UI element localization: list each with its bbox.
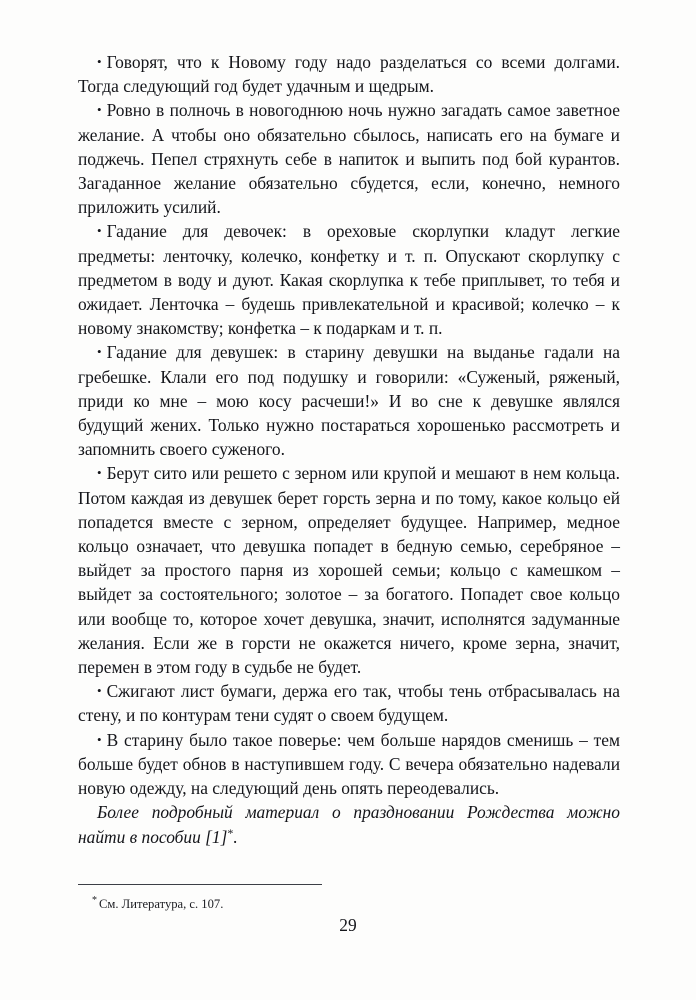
paragraph-text: Ровно в полночь в новогоднюю ночь нужно загадать самое заветное желание. А чтобы оно обязательно сбылось, написать его на бумаге и поджечь. Пепел стряхнуть себе в напиток и выпить под бой курантов. Загаданное желание обязательно сбудется, если, конечно, немного приложить усилий. bbox=[78, 100, 620, 218]
paragraph-text: Сжигают лист бумаги, держа его так, чтобы тень отбрасывалась на стену, и по контурам тени судят о своем будущем. bbox=[78, 681, 620, 726]
closing-paragraph-trailing: . bbox=[233, 826, 238, 847]
bullet-icon: • bbox=[97, 54, 102, 69]
footnote-marker: * bbox=[92, 895, 97, 906]
page-text-block bbox=[78, 50, 620, 849]
bullet-paragraph bbox=[78, 98, 620, 219]
bullet-icon: • bbox=[97, 102, 102, 118]
bullet-paragraph bbox=[78, 728, 620, 801]
footnote-reference-marker[interactable]: * bbox=[227, 825, 234, 840]
paragraph-text: Гадание для девочек: в ореховые скорлупки кладут легкие предметы: ленточку, колечко, конфетку и т. п. Опускают скорлупку с предметом в воду и дуют. Какая скорлупка к тебе приплывет, то тебя и ожидает. Ленточка – будешь привлекательной и красивой; колечко – к новому знакомству; конфетка – к подаркам и т. п. bbox=[78, 221, 620, 339]
footnote bbox=[78, 896, 528, 913]
bullet-icon: • bbox=[97, 731, 102, 747]
bullet-paragraph bbox=[78, 50, 620, 98]
paragraph-text: Гадание для девушек: в старину девушки на выданье гадали на гребешке. Клали его под подушку и говорили: «Суженый, ряженый, приди ко мне – мою косу расчеши!» И во сне к девушке являлся будущий жених. Только нужно постараться хорошенько рассмотреть и запомнить своего суженого. bbox=[78, 342, 620, 460]
closing-italic-paragraph bbox=[78, 800, 620, 848]
paragraph-text: Берут сито или решето с зерном или крупой и мешают в нем кольца. Потом каждая из девушек берет горсть зерна и по тому, какое кольцо ей попадется вместе с зерном, определяет будущее. Например, медное кольцо означает, что девушка попадет в бедную семью, серебряное – выйдет за простого парня из хорошей семьи; кольцо с камешком – выйдет за состоятельного; золотое – за богатого. Попадет свое кольцо или вообще то, которое хочет девушка, значит, исполнятся задуманные желания. Если же в горсти не окажется ничего, кроме зерна, значит, перемен в этом году в судьбе не будет. bbox=[78, 463, 620, 678]
paragraph-text: В старину было такое поверье: чем больше нарядов сменишь – тем больше будет обнов в наступившем году. С вечера обязательно надевали новую одежду, на следующий день опять переодевались. bbox=[78, 729, 620, 799]
page-number: 29 bbox=[339, 915, 357, 935]
closing-paragraph-text: Более подробный материал о праздновании Рождества можно найти в пособии [1] bbox=[78, 802, 620, 847]
footnote-separator-rule bbox=[78, 884, 322, 885]
bullet-icon: • bbox=[97, 465, 102, 481]
bullet-paragraph bbox=[78, 219, 620, 340]
bullet-icon: • bbox=[97, 683, 102, 699]
bullet-paragraph bbox=[78, 461, 620, 679]
bullet-paragraph bbox=[78, 679, 620, 727]
bullet-icon: • bbox=[97, 223, 102, 239]
paragraph-text: Говорят, что к Новому году надо разделаться со всеми долгами. Тогда следующий год будет удачным и щедрым. bbox=[78, 52, 620, 97]
bullet-paragraph bbox=[78, 340, 620, 461]
footnote-text: См. Литература, с. 107. bbox=[99, 897, 224, 911]
bullet-icon: • bbox=[97, 344, 102, 360]
